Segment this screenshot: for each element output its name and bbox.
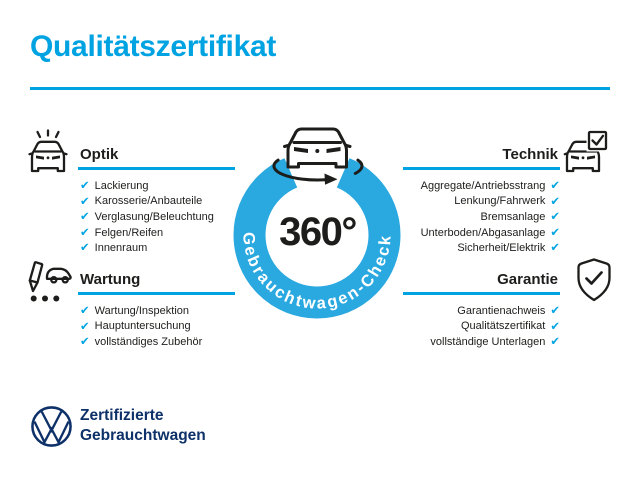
ring-label: Gebrauchtwagen-Check <box>239 231 395 313</box>
checklist-item-label: Verglasung/Beleuchtung <box>94 210 214 223</box>
checklist-item <box>430 334 560 350</box>
brand-text <box>80 406 206 446</box>
checklist-item-label: Unterboden/Abgasanlage <box>420 226 546 239</box>
check-icon: ✔ <box>550 240 560 255</box>
checklist-item <box>80 209 214 225</box>
checklist-item-label: Innenraum <box>94 242 148 255</box>
checklist-item-label: Qualitätszertifikat <box>460 320 546 333</box>
section-title-optik: Optik <box>80 146 119 163</box>
check-icon: ✔ <box>80 178 90 193</box>
page-title: Qualitätszertifikat <box>30 30 277 63</box>
title-divider <box>30 87 610 90</box>
check-icon: ✔ <box>550 303 560 318</box>
section-divider-wartung <box>78 292 235 295</box>
checklist-item-label: Karosserie/Anbauteile <box>94 195 203 208</box>
car-check-icon <box>563 130 611 174</box>
brand-line-1: Zertifizierte <box>80 407 164 424</box>
checklist-item <box>481 209 560 225</box>
checklist-item-label: Aggregate/Antriebsstrang <box>420 179 546 192</box>
checklist-item <box>457 240 560 256</box>
checklist-technik <box>421 178 560 256</box>
car-shine-icon <box>25 129 71 175</box>
checklist-item <box>80 240 214 256</box>
check-icon: ✔ <box>550 178 560 193</box>
checklist-item-label: Lackierung <box>94 179 149 192</box>
check-icon: ✔ <box>550 224 560 239</box>
shield-check-icon <box>574 257 614 303</box>
checklist-item-label: vollständige Unterlagen <box>430 335 546 348</box>
checklist-item-label: Hauptuntersuchung <box>94 320 191 333</box>
check-icon: ✔ <box>80 240 90 255</box>
section-title-technik: Technik <box>502 146 558 163</box>
checklist-item-label: Lenkung/Fahrwerk <box>454 195 546 208</box>
checklist-item <box>454 194 560 210</box>
checklist-item-label: Wartung/Inspektion <box>94 304 190 317</box>
vw-logo <box>30 405 73 448</box>
checklist-item-label: Garantienachweis <box>457 304 546 317</box>
check-icon: ✔ <box>550 334 560 349</box>
check-icon: ✔ <box>80 334 90 349</box>
degrees-label: 360° <box>279 210 356 254</box>
checklist-item <box>421 225 560 241</box>
check-icon: ✔ <box>80 193 90 208</box>
checklist-item <box>80 178 214 194</box>
checklist-item <box>80 194 214 210</box>
checklist-item <box>421 178 560 194</box>
section-divider-optik <box>78 167 235 170</box>
section-title-wartung: Wartung <box>80 271 141 288</box>
check-icon: ✔ <box>550 193 560 208</box>
checklist-wartung <box>80 303 202 350</box>
checklist-item <box>80 319 202 335</box>
check-icon: ✔ <box>80 303 90 318</box>
checklist-item-label: Bremsanlage <box>480 210 546 223</box>
check-icon: ✔ <box>80 209 90 224</box>
checklist-item <box>80 334 202 350</box>
checklist-item-label: vollständiges Zubehör <box>94 335 203 348</box>
checklist-item <box>457 303 560 319</box>
checklist-item <box>80 303 202 319</box>
checklist-item-label: Sicherheit/Elektrik <box>457 242 546 255</box>
service-checklist-icon <box>25 257 73 303</box>
section-title-garantie: Garantie <box>497 271 558 288</box>
checklist-optik <box>80 178 214 256</box>
checklist-garantie <box>430 303 560 350</box>
section-divider-garantie <box>403 292 560 295</box>
check-icon: ✔ <box>550 209 560 224</box>
checklist-item-label: Felgen/Reifen <box>94 226 164 239</box>
brand-line-2: Gebrauchtwagen <box>80 427 206 444</box>
checklist-item <box>80 225 214 241</box>
check-icon: ✔ <box>550 318 560 333</box>
check-icon: ✔ <box>80 224 90 239</box>
section-divider-technik <box>403 167 560 170</box>
checklist-item <box>461 319 560 335</box>
check-icon: ✔ <box>80 318 90 333</box>
